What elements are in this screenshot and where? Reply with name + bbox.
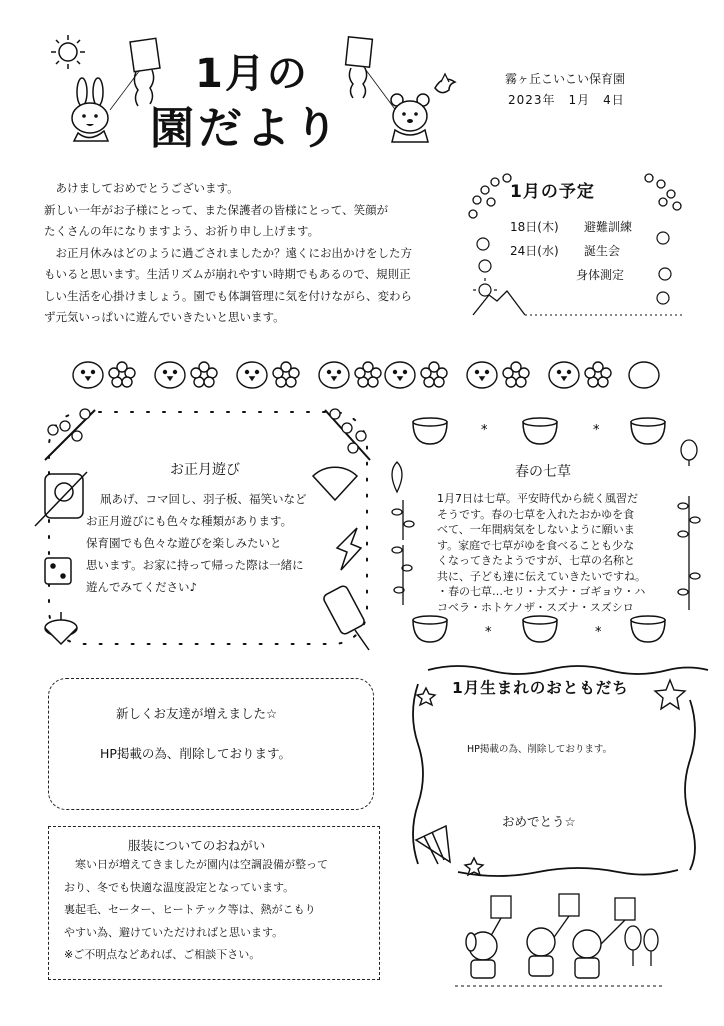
dice-icon (45, 558, 71, 584)
nanakusa-line: そうです。春の七草を入れたおかゆを食 (437, 507, 635, 521)
newsletter-title-line1: 1月の (195, 51, 309, 97)
greeting-message (44, 178, 454, 329)
greeting-line: しい生活を心掛けましょう。園でも体調管理に気を付けながら、変わら (44, 288, 412, 303)
clothing-line: ※ご不明点などあれば、ご相談下さい。 (64, 948, 261, 961)
svg-text:*: * (485, 625, 492, 640)
sun-small-icon (473, 278, 497, 296)
bird-flower-divider (70, 355, 670, 395)
issue-date: 2023年 1月 4日 (508, 93, 625, 107)
kite-icon (346, 37, 397, 112)
schedule-event: 誕生会 (584, 244, 621, 258)
schedule-date: 24日(水) (510, 244, 559, 258)
greeting-line: たくさんの年になりますよう、お祈り申し上げます。 (44, 224, 320, 238)
nanakusa-line: 1月7日は七草。平安時代から続く風習だ (437, 492, 638, 505)
daruma-kite-icon (35, 472, 87, 526)
cracker-icon (416, 826, 450, 864)
greeting-line: もいると思います。生活リズムが崩れやすい時期でもあるので、規則正 (44, 267, 411, 281)
clothing-title: 服装についてのおねがい (128, 838, 266, 853)
kite-icon (483, 894, 635, 950)
svg-text:*: * (593, 423, 600, 438)
oshogatsu-title: お正月遊び (170, 462, 240, 478)
oshogatsu-line: 保育園でも色々な遊びを楽しみたいと (86, 536, 282, 550)
nanakusa-line: す。家庭で七草がゆを食べることも少な (437, 538, 635, 552)
oshogatsu-line: 凧あげ、コマ回し、羽子板、福笑いなど (100, 492, 307, 506)
bear-icon (391, 94, 429, 142)
oshogatsu-line: お正月遊びにも色々な種類があります。 (86, 514, 293, 528)
schedule-title: 1月の予定 (510, 182, 595, 202)
flower-icon (477, 232, 671, 304)
kids-kite-illustration (455, 890, 670, 1000)
bird-icon (435, 74, 455, 93)
schedule-date: 18日(木) (510, 220, 559, 234)
dog-icon (466, 932, 497, 978)
greeting-line: お正月休みはどのように過ごされましたか？遠くにお出かけをした方 (44, 245, 412, 260)
greeting-line: ず元気いっぱいに遊んでいきたいと思います。 (44, 310, 285, 324)
new-friends-body: HP掲載の為、削除しております。 (100, 746, 291, 761)
sun-icon (51, 35, 85, 69)
nanakusa-line: くなってきたようですが、七草の名称と (437, 554, 635, 567)
nanakusa-line: ・春の七草…セリ・ナズナ・ゴギョウ・ハ (437, 585, 646, 598)
bird-icon (73, 362, 103, 388)
oshogatsu-line: 思います。お家に持って帰った際は一緒に (86, 558, 304, 572)
clothing-body (64, 854, 374, 967)
star-icon (417, 680, 685, 875)
svg-text:*: * (481, 423, 488, 438)
bird-icon (629, 362, 659, 388)
svg-text:*: * (595, 625, 602, 640)
nanakusa-title: 春の七草 (515, 464, 571, 480)
clothing-line: 裏起毛、セーター、ヒートテック等は、熱がこもり (64, 903, 316, 916)
schedule-event: 避難訓練 (584, 220, 633, 234)
birthday-body: HP掲載の為、削除しております。 (467, 744, 613, 755)
birthday-closing: おめでとう☆ (502, 814, 576, 829)
child-icon (527, 928, 601, 978)
clothing-line: やすい為、避けていただければと思います。 (64, 925, 284, 939)
oshogatsu-line: 遊んでみてください♪ (86, 580, 197, 594)
nanakusa-body (437, 491, 677, 615)
header-illustration-right (335, 30, 465, 145)
tree-icon (625, 926, 658, 966)
clothing-line: 寒い日が増えてきましたが園内は空調設備が整って (64, 858, 328, 871)
nanakusa-line: コベラ・ホトケノザ・スズナ・スズシロ (437, 600, 634, 614)
plum-branch-icon (45, 409, 370, 460)
clothing-line: おり、冬でも快適な温度設定となっています。 (64, 880, 295, 894)
nanakusa-line: べて、一年間病気をしないように願いま (437, 523, 635, 536)
greeting-line: あけましておめでとうございます。 (44, 181, 239, 195)
nanakusa-line: 共に、子ども達に伝えていきたいですね。 (437, 569, 646, 583)
bunny-icon (72, 78, 108, 141)
oshogatsu-body (86, 488, 346, 598)
schedule-event: 身体測定 (576, 268, 625, 282)
organization-name: 霧ヶ丘こいこい保育園 (505, 72, 626, 86)
birthday-title: 1月生まれのおともだち (452, 679, 629, 697)
plum-flower-icon (109, 362, 135, 387)
newsletter-title-line2: 園だより (150, 103, 342, 154)
greeting-line: 新しい一年がお子様にとって、また保護者の皆様にとって、笑顔が (44, 202, 389, 217)
new-friends-title: 新しくお友達が増えました☆ (116, 706, 278, 721)
